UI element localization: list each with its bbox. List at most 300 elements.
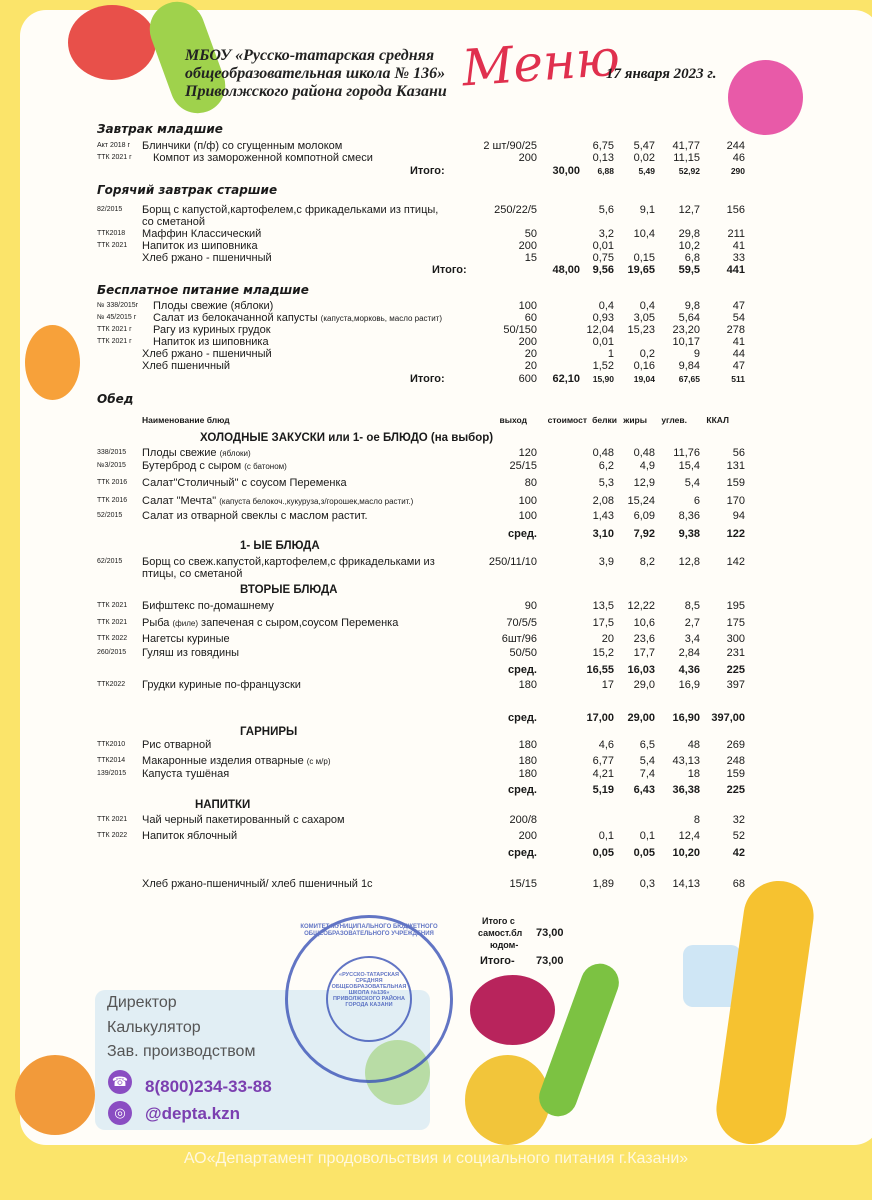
- subhead-text: 1- ЫЕ БЛЮДА: [240, 540, 320, 552]
- carbs: 9,38: [678, 528, 700, 540]
- subhead-text: ХОЛОДНЫЕ ЗАКУСКИ или 1- ое БЛЮДО (на выбор): [200, 432, 494, 444]
- dish-note: (с м/р): [306, 757, 331, 766]
- menu-row-item: [0, 300, 872, 312]
- dish-name-text: Плоды свежие: [142, 447, 217, 459]
- fats: 9,1: [639, 204, 655, 216]
- portion-output: сред.: [508, 847, 537, 859]
- section-title: [0, 122, 872, 136]
- menu-row-item: [0, 495, 872, 507]
- kcal: 441: [726, 264, 745, 276]
- dish-name-text: Салат "Мечта": [142, 495, 217, 507]
- dish-name-text: Салат из белокачанной капусты: [153, 312, 318, 324]
- menu-row-item: [0, 336, 872, 348]
- dish-name: [142, 460, 287, 473]
- dish-name: Салат"Столичный" с соусом Переменка: [142, 477, 347, 489]
- carbs: 3,4: [684, 633, 700, 645]
- calculator-label: Калькулятор: [107, 1019, 201, 1036]
- school-name-line-3: Приволжского района города Казани: [185, 83, 447, 100]
- kcal: 269: [726, 739, 745, 751]
- dish-name: [142, 755, 331, 768]
- portion-output: сред.: [508, 784, 537, 796]
- menu-row-item: [0, 204, 872, 228]
- kcal: 278: [726, 324, 745, 336]
- proteins: 17,00: [586, 712, 614, 724]
- recipe-code: ТТК2022: [97, 681, 126, 688]
- dish-name: Компот из замороженной компотной смеси: [153, 152, 373, 164]
- recipe-code: ТТК 2021: [97, 816, 128, 823]
- kcal: 248: [726, 755, 745, 767]
- menu-row-item: [0, 830, 872, 842]
- portion-output: 180: [518, 679, 537, 691]
- carbs: 9,84: [678, 360, 700, 372]
- menu-row-item: [0, 768, 872, 780]
- recipe-code: ТТК 2021 г: [97, 338, 132, 345]
- fats: 0,4: [639, 300, 655, 312]
- kcal: 231: [726, 647, 745, 659]
- fats: 12,22: [627, 600, 655, 612]
- dish-note: (капуста,морковь, масло растит): [320, 314, 442, 323]
- proteins: 0,01: [592, 336, 614, 348]
- proteins: 6,2: [598, 460, 614, 472]
- portion-output: 20: [524, 360, 537, 372]
- kcal: 42: [732, 847, 745, 859]
- kcal: 47: [732, 360, 745, 372]
- carbs: 29,8: [678, 228, 700, 240]
- recipe-code: № 45/2015 г: [97, 314, 137, 321]
- proteins: 1: [607, 348, 614, 360]
- dish-note: (капуста белокоч.,кукуруза,з/горошек,масло растит.): [219, 497, 414, 506]
- fats: 0,16: [633, 360, 655, 372]
- portion-output: 6шт/96: [501, 633, 537, 645]
- portion-output: 20: [524, 348, 537, 360]
- kcal: 156: [726, 204, 745, 216]
- carbs: 36,38: [672, 784, 700, 796]
- recipe-code: ТТК 2021: [97, 619, 128, 626]
- carbs: 2,84: [678, 647, 700, 659]
- carbs: 9: [693, 348, 700, 360]
- price: стоимост: [547, 415, 587, 425]
- menu-row-item: [0, 814, 872, 826]
- production-head-label: Зав. производством: [107, 1043, 256, 1060]
- price: 48,00: [552, 264, 580, 276]
- portion-output: 15: [524, 252, 537, 264]
- proteins: 0,48: [592, 447, 614, 459]
- carbs: 11,15: [673, 152, 700, 164]
- column-header-name: Наименование блюд: [142, 415, 230, 425]
- dish-name-continued: запеченая с сыром,соусом Переменка: [201, 617, 399, 629]
- self-total-value: 73,00: [536, 927, 564, 939]
- proteins: 6,88: [597, 166, 614, 176]
- dish-name: [142, 495, 413, 508]
- menu-row-total: [0, 264, 872, 276]
- carbs: 52,92: [678, 166, 700, 176]
- kcal: 170: [726, 495, 745, 507]
- proteins: 4,6: [598, 739, 614, 751]
- recipe-code: ТТК 2021: [97, 242, 128, 249]
- fats: 17,7: [633, 647, 655, 659]
- menu-row-item: [0, 348, 872, 360]
- carbs: 41,77: [672, 140, 700, 152]
- portion-output: 90: [524, 600, 537, 612]
- carbs: углев.: [661, 415, 687, 425]
- beet-character-icon: [470, 975, 555, 1045]
- proteins: 13,5: [592, 600, 614, 612]
- proteins: 15,90: [592, 374, 614, 384]
- menu-row-avg: [0, 847, 872, 859]
- dish-name: Хлеб ржано - пшеничный: [142, 348, 272, 360]
- kcal: 52: [732, 830, 745, 842]
- fats: 0,05: [633, 847, 655, 859]
- carbs: 12,4: [678, 830, 700, 842]
- fats: 0,2: [639, 348, 655, 360]
- dish-name: Хлеб пшеничный: [142, 360, 231, 372]
- kcal: 56: [732, 447, 745, 459]
- menu-row-item: [0, 360, 872, 372]
- carbs: 48: [687, 739, 700, 751]
- recipe-code: ТТК 2021 г: [97, 154, 132, 161]
- portion-output: 25/15: [509, 460, 537, 472]
- total-label: Итого-: [480, 955, 515, 967]
- carbs: 5,4: [684, 477, 700, 489]
- kcal: 94: [732, 510, 745, 522]
- menu-row-item: [0, 878, 872, 890]
- portion-output: 100: [518, 300, 537, 312]
- subhead-text: НАПИТКИ: [195, 799, 251, 811]
- price: 62,10: [552, 373, 580, 385]
- recipe-code: ТТК2010: [97, 741, 126, 748]
- carbs: 4,36: [678, 664, 700, 676]
- portion-output: сред.: [508, 712, 537, 724]
- fats: 0,3: [639, 878, 655, 890]
- proteins: 0,01: [592, 240, 614, 252]
- kcal: ККАЛ: [706, 415, 729, 425]
- kcal: 47: [732, 300, 745, 312]
- recipe-code: ТТК 2021 г: [97, 326, 132, 333]
- recipe-code: ТТК 2021: [97, 602, 128, 609]
- portion-output: 200: [518, 240, 537, 252]
- kcal: 397,00: [711, 712, 745, 724]
- menu-row-item: [0, 140, 872, 152]
- recipe-code: Акт 2018 г: [97, 142, 131, 149]
- menu-row-item: [0, 252, 872, 264]
- menu-row-item: [0, 510, 872, 522]
- dish-note: (филе): [172, 619, 198, 628]
- fats: 5,47: [633, 140, 655, 152]
- fats: 12,9: [633, 477, 655, 489]
- dish-name: Грудки куриные по-французски: [142, 679, 301, 691]
- recipe-code: 338/2015: [97, 449, 127, 456]
- carbs: 2,7: [684, 617, 700, 629]
- kcal: 300: [726, 633, 745, 645]
- carbs: 6,8: [684, 252, 700, 264]
- pear-character-icon: [465, 1055, 550, 1145]
- dish-name-line-2: со сметаной: [142, 216, 205, 228]
- dish-name: Нагетсы куриные: [142, 633, 230, 645]
- carbs: 9,8: [684, 300, 700, 312]
- portion-output: 120: [518, 447, 537, 459]
- portion-output: 180: [518, 755, 537, 767]
- fats: 0,02: [633, 152, 655, 164]
- portion-output: 200: [518, 152, 537, 164]
- fats: 29,00: [627, 712, 655, 724]
- tomato-character-icon: [68, 5, 156, 80]
- carbs: 67,65: [678, 374, 700, 384]
- carbs: 8,36: [678, 510, 700, 522]
- portion-output: 180: [518, 768, 537, 780]
- instagram-icon: ◎: [108, 1101, 132, 1125]
- carbs: 15,4: [678, 460, 700, 472]
- portion-output: 2 шт/90/25: [483, 140, 537, 152]
- recipe-code: 139/2015: [97, 770, 127, 777]
- fats: 23,6: [633, 633, 655, 645]
- menu-row-item: [0, 679, 872, 691]
- total-label: Итого:: [410, 373, 445, 385]
- portion-output: сред.: [508, 664, 537, 676]
- fats: 0,48: [633, 447, 655, 459]
- menu-row-item: [0, 556, 872, 580]
- menu-row-subhead: [0, 726, 872, 738]
- dish-name: [142, 447, 251, 460]
- self-total-label-3: юдом-: [490, 940, 519, 950]
- kcal: 33: [732, 252, 745, 264]
- carbs: 43,13: [672, 755, 700, 767]
- carbs: 59,5: [678, 264, 700, 276]
- kcal: 68: [732, 878, 745, 890]
- portion-output: 50/50: [509, 647, 537, 659]
- dish-name: Борщ со свеж.капустой,картофелем,с фрикадельками из: [142, 556, 435, 568]
- dish-name-text: Рыба: [142, 617, 170, 629]
- portion-output: 250/22/5: [494, 204, 537, 216]
- menu-title: Меню: [460, 28, 622, 98]
- phone-number: 8(800)234-33-88: [145, 1077, 272, 1096]
- proteins: 15,2: [592, 647, 614, 659]
- fats: жиры: [623, 415, 647, 425]
- section-title-text: Бесплатное питание младшие: [97, 283, 309, 297]
- fats: 6,5: [639, 739, 655, 751]
- proteins: 2,08: [592, 495, 614, 507]
- carbs: 14,13: [672, 878, 700, 890]
- proteins: 1,89: [592, 878, 614, 890]
- proteins: 1,43: [592, 510, 614, 522]
- fats: 10,4: [633, 228, 655, 240]
- portion-output: 60: [524, 312, 537, 324]
- proteins: 17: [601, 679, 614, 691]
- menu-row-total: [0, 373, 872, 385]
- proteins: 4,21: [592, 768, 614, 780]
- kcal: 32: [732, 814, 745, 826]
- school-name-line-1: МБОУ «Русско-татарская средняя: [185, 47, 435, 64]
- proteins: 5,3: [598, 477, 614, 489]
- carbs: 12,8: [678, 556, 700, 568]
- proteins: 0,13: [592, 152, 614, 164]
- price: 30,00: [552, 165, 580, 177]
- menu-row-item: [0, 617, 872, 629]
- subhead-text: ВТОРЫЕ БЛЮДА: [240, 584, 338, 596]
- proteins: 17,5: [592, 617, 614, 629]
- portion-output: 15/15: [509, 878, 537, 890]
- section-title-text: Горячий завтрак старшие: [97, 183, 278, 197]
- section-title: [0, 283, 872, 297]
- carbs: 8: [693, 814, 700, 826]
- kcal: 54: [732, 312, 745, 324]
- menu-date: 17 января 2023 г.: [606, 66, 717, 82]
- portion-output: выход: [499, 415, 527, 425]
- fats: 4,9: [639, 460, 655, 472]
- recipe-code: 62/2015: [97, 558, 123, 565]
- kcal: 225: [726, 784, 745, 796]
- fats: 10,6: [633, 617, 655, 629]
- portion-output: 50/150: [503, 324, 537, 336]
- instagram-handle: @depta.kzn: [145, 1104, 240, 1123]
- proteins: 16,55: [586, 664, 614, 676]
- carbs: 10,20: [672, 847, 700, 859]
- kcal: 225: [726, 664, 745, 676]
- onion-character-icon: [15, 1055, 95, 1135]
- portion-output: 50: [524, 228, 537, 240]
- dish-name: Гуляш из говядины: [142, 647, 240, 659]
- total-label: Итого:: [410, 165, 445, 177]
- portion-output: 200: [518, 336, 537, 348]
- kcal: 159: [726, 768, 745, 780]
- kcal: 175: [726, 617, 745, 629]
- dish-name: Напиток из шиповника: [142, 240, 258, 252]
- menu-row-subhead: [0, 540, 872, 552]
- kcal: 46: [732, 152, 745, 164]
- proteins: 6,75: [592, 140, 614, 152]
- dish-name: Бифштекс по-домашнему: [142, 600, 274, 612]
- menu-row-item: [0, 647, 872, 659]
- menu-row-item: [0, 312, 872, 324]
- recipe-code: ТТК 2016: [97, 497, 128, 504]
- kcal: 122: [726, 528, 745, 540]
- fats: 16,03: [627, 664, 655, 676]
- proteins: 1,52: [592, 360, 614, 372]
- menu-row-subhead: [0, 799, 872, 811]
- recipe-code: ТТК 2016: [97, 479, 128, 486]
- dish-name: Плоды свежие (яблоки): [153, 300, 274, 312]
- dish-name: Борщ с капустой,картофелем,с фрикадельками из птицы,: [142, 204, 439, 216]
- menu-row-item: [0, 324, 872, 336]
- fats: 6,43: [633, 784, 655, 796]
- carbs: 10,2: [678, 240, 700, 252]
- dish-name: Чай черный пакетированный с сахаром: [142, 814, 345, 826]
- kcal: 142: [726, 556, 745, 568]
- kcal: 397: [726, 679, 745, 691]
- fats: 19,04: [633, 374, 655, 384]
- fats: 15,24: [627, 495, 655, 507]
- recipe-code: ТТК 2022: [97, 832, 128, 839]
- phone-icon: ☎: [108, 1070, 132, 1094]
- menu-row-item: [0, 152, 872, 164]
- kcal: 211: [727, 228, 745, 240]
- menu-row-item: [0, 240, 872, 252]
- recipe-code: ТТК2018: [97, 230, 126, 237]
- menu-row-avg: [0, 784, 872, 796]
- carbs: 10,17: [672, 336, 700, 348]
- proteins: 0,4: [598, 300, 614, 312]
- fats: 5,4: [639, 755, 655, 767]
- menu-row-colhead: [0, 414, 872, 426]
- fats: 6,09: [633, 510, 655, 522]
- dish-name-line-2: птицы, со сметаной: [142, 568, 243, 580]
- menu-row-item: [0, 600, 872, 612]
- total-label: Итого:: [432, 264, 467, 276]
- fats: 15,23: [627, 324, 655, 336]
- kcal: 44: [732, 348, 745, 360]
- dish-name: Капуста тушёная: [142, 768, 230, 780]
- menu-row-item: [0, 633, 872, 645]
- proteins: 20: [601, 633, 614, 645]
- proteins: 3,2: [598, 228, 614, 240]
- carbs: 6: [693, 495, 700, 507]
- carbs: 5,64: [678, 312, 700, 324]
- fats: 7,4: [639, 768, 655, 780]
- fats: 0,15: [633, 252, 655, 264]
- fats: 7,92: [633, 528, 655, 540]
- proteins: 0,93: [592, 312, 614, 324]
- school-stamp: [285, 915, 453, 1083]
- portion-output: 180: [518, 739, 537, 751]
- dish-note: (яблоки): [219, 449, 251, 458]
- self-total-label-1: Итого с: [482, 916, 515, 926]
- menu-row-item: [0, 739, 872, 751]
- proteins: 12,04: [586, 324, 614, 336]
- menu-row-subhead: [0, 432, 872, 444]
- proteins: белки: [592, 415, 617, 425]
- carbs: 8,5: [684, 600, 700, 612]
- portion-output: 600: [518, 373, 537, 385]
- stamp-ring-text: КОМИТЕТ МУНИЦИПАЛЬНОГО БЮДЖЕТНОГО ОБЩЕОБРАЗОВАТЕЛЬНОГО УЧРЕЖДЕНИЯ: [300, 924, 438, 937]
- recipe-code: 260/2015: [97, 649, 127, 656]
- footer-organization: АО«Департамент продовольствия и социального питания г.Казани»: [183, 1150, 689, 1167]
- kcal: 159: [726, 477, 745, 489]
- proteins: 5,6: [598, 204, 614, 216]
- section-title-text: Обед: [97, 392, 134, 406]
- kcal: 511: [731, 374, 745, 384]
- menu-row-item: [0, 477, 872, 489]
- kcal: 41: [732, 336, 745, 348]
- menu-row-item: [0, 460, 872, 472]
- dish-name: [142, 617, 398, 630]
- kcal: 131: [726, 460, 745, 472]
- proteins: 3,10: [592, 528, 614, 540]
- menu-row-avg: [0, 528, 872, 540]
- section-title: [0, 392, 872, 406]
- dish-name: Маффин Классический: [142, 228, 262, 240]
- recipe-code: 52/2015: [97, 512, 123, 519]
- fats: 5,49: [638, 166, 655, 176]
- proteins: 0,05: [592, 847, 614, 859]
- fats: 29,0: [633, 679, 655, 691]
- portion-output: 200/8: [509, 814, 537, 826]
- kcal: 290: [730, 166, 745, 176]
- proteins: 5,19: [592, 784, 614, 796]
- dish-name: Хлеб ржано - пшеничный: [142, 252, 272, 264]
- carbs: 16,9: [678, 679, 700, 691]
- section-title: [0, 183, 872, 197]
- portion-output: 200: [518, 830, 537, 842]
- carbs: 23,20: [672, 324, 700, 336]
- total-value: 73,00: [536, 955, 564, 967]
- proteins: 0,1: [598, 830, 614, 842]
- carbs: 11,76: [673, 447, 700, 459]
- kcal: 244: [726, 140, 745, 152]
- proteins: 0,75: [592, 252, 614, 264]
- portion-output: сред.: [508, 528, 537, 540]
- menu-row-subhead: [0, 584, 872, 596]
- stamp-center-text: «РУССКО-ТАТАРСКАЯ СРЕДНЯЯ ОБЩЕОБРАЗОВАТЕЛЬНАЯ ШКОЛА №136» ПРИВОЛЖСКОГО РАЙОНА ГОРОДА КАЗАНИ: [326, 956, 412, 1042]
- fats: 3,05: [633, 312, 655, 324]
